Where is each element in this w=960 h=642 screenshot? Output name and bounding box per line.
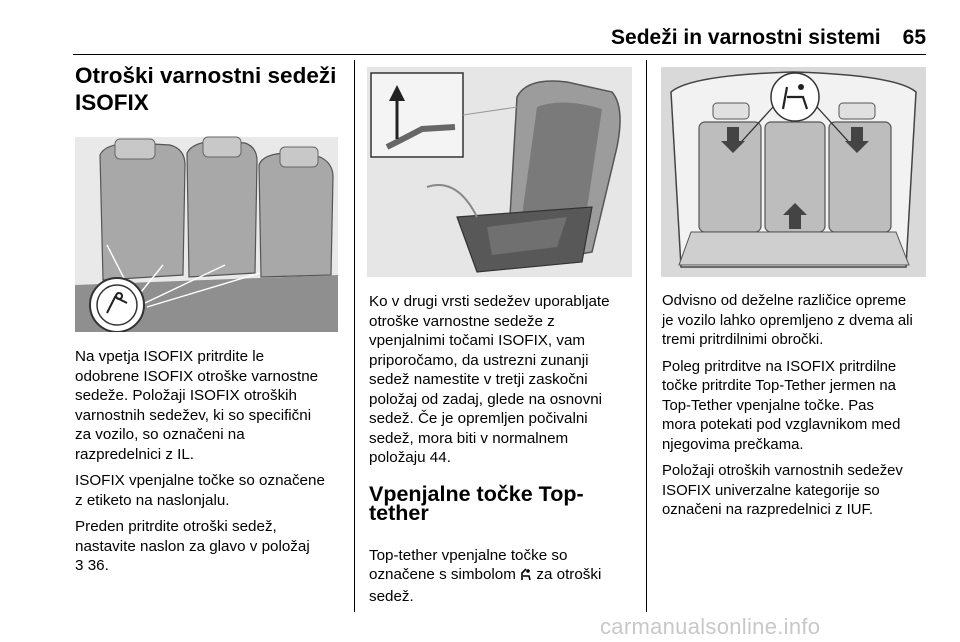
text-line: Preden pritrdite otroški sedež,: [75, 518, 277, 535]
text-line: za otroški: [536, 566, 602, 583]
text-line: sedež, mora biti v normalnem: [369, 429, 569, 447]
text-line: ISOFIX vpenjalne točke so označene: [75, 472, 325, 489]
text-line: razpredelnici z IL.: [75, 445, 195, 463]
child-seat-icon: [520, 567, 532, 587]
text-line: vpenjalnimi točami ISOFIX, vam: [369, 332, 586, 349]
top-tether-illustration: [661, 67, 926, 277]
reference-arrow-icon: 3: [75, 557, 84, 574]
text-line: z etiketo na naslonjalu.: [75, 491, 230, 509]
text-line: točke pritrdite Top-Tether jermen na: [662, 378, 896, 394]
page-number: 65: [902, 26, 926, 49]
text-line: nastavite naslon za glavo v položaj: [75, 537, 310, 555]
column-3-text: [662, 292, 930, 528]
isofix-intro-paragraph: [75, 347, 350, 464]
top-tether-heading: Vpenjalne točke Top-tether: [369, 481, 584, 525]
variant-paragraph: [662, 292, 930, 351]
text-line: Top-Tether vpenjalne točke. Pas: [662, 397, 874, 414]
column-1: [75, 62, 345, 116]
text-line: sedeže. Položaji ISOFIX otroških: [75, 387, 298, 404]
text-line: sedež. Če je opremljen počivalni: [369, 410, 588, 427]
column-2-text: [369, 292, 641, 613]
text-line: označene s simbolom: [369, 566, 516, 583]
watermark: carmanualsonline.info: [600, 614, 821, 639]
tether-strap-paragraph: [662, 358, 930, 456]
text-line: Položaji otroških varnostnih sedežev: [662, 463, 903, 479]
text-line: odobrene ISOFIX otroške varnostne: [75, 367, 319, 385]
page-reference-link[interactable]: položaju 44.: [369, 449, 451, 466]
text-line: je vozilo lahko opremljeno z dvema ali: [662, 312, 913, 329]
text-line: za vozilo, so označeni na: [75, 426, 245, 443]
text-line: označeni na razpredelnici z IUF.: [662, 502, 874, 518]
page-header: [611, 26, 926, 50]
text-line: Odvisno od deželne različice opreme: [662, 293, 907, 309]
column-1-text: [75, 347, 350, 583]
section-heading: [75, 62, 345, 116]
top-tether-paragraph: [369, 546, 641, 607]
text-line: varnostnih sedežev, ki so specifični: [75, 406, 312, 424]
heading-line-2: ISOFIX: [75, 90, 149, 115]
heading-line-1: Otroški varnostni sedeži: [75, 63, 337, 88]
folding-seat-illustration: [367, 67, 632, 277]
text-line: Na vpetja ISOFIX pritrdite le: [75, 348, 265, 365]
text-line: sedež.: [369, 587, 414, 605]
section-title: Sedeži in varnostni sistemi: [611, 26, 881, 49]
isofix-seat-illustration: [75, 125, 338, 332]
column-divider-2: [646, 60, 647, 612]
text-line: Ko v drugi vrsti sedežev uporabljate: [369, 293, 610, 310]
text-line: otroške varnostne sedeže z: [369, 312, 555, 330]
text-line: ISOFIX univerzalne kategorije so: [662, 482, 880, 499]
page-reference-link[interactable]: 36.: [87, 557, 109, 574]
text-line: mora potekati pod vzglavnikom med: [662, 417, 901, 433]
isofix-label-paragraph: [75, 471, 350, 510]
headrest-paragraph: [75, 517, 350, 576]
text-line: Top-tether vpenjalne točke so: [369, 546, 568, 564]
text-line: sedež namestite v tretji zaskočni: [369, 371, 588, 388]
column-divider-1: [354, 60, 355, 612]
text-line: priporočamo, da ustrezni zunanji: [369, 351, 589, 369]
header-rule: [73, 54, 926, 55]
text-line: Poleg pritrditve na ISOFIX pritrdilne: [662, 358, 897, 375]
text-line: tremi pritrdilnimi obročki.: [662, 332, 824, 348]
second-row-paragraph: [369, 292, 641, 468]
iuf-paragraph: [662, 462, 930, 521]
text-line: njegovima prečkama.: [662, 436, 804, 453]
text-line: položaj od zadaj, glede na osnovni: [369, 390, 603, 408]
